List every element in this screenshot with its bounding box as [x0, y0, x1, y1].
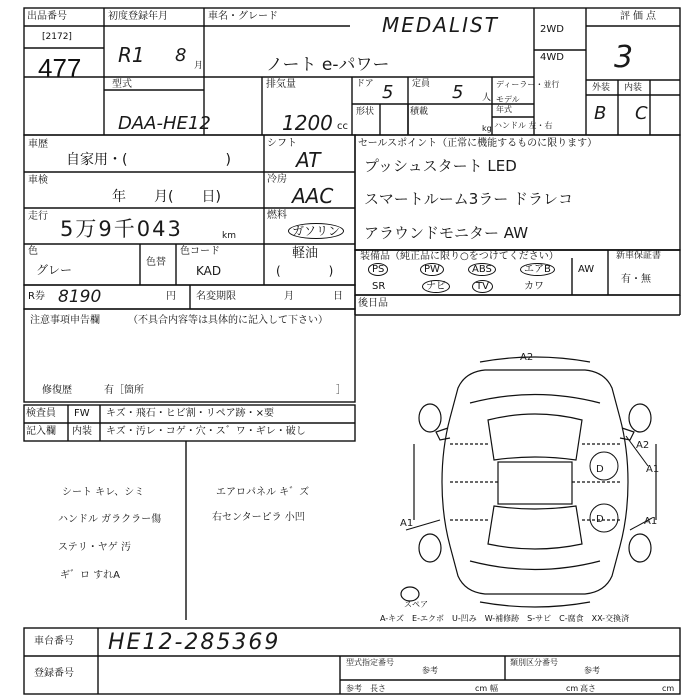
displacement-unit: cc	[337, 121, 348, 132]
drive-4wd: 4WD	[540, 52, 564, 63]
exterior-label: 外装	[592, 83, 611, 93]
history-value: 自家用・( )	[66, 152, 231, 168]
equip-leather: カワ	[524, 281, 544, 292]
inspector-note-left-3: ギ゛ロ すれA	[60, 570, 121, 581]
fuel-paren: ( )	[276, 264, 334, 278]
equip-ps	[368, 264, 388, 276]
drive-2wd: 2WD	[540, 24, 564, 35]
shape-label: 形状	[356, 107, 375, 117]
fuel-label: 燃料	[267, 210, 287, 221]
load-label: 積載	[410, 107, 429, 117]
equip-ps-label: PS	[368, 263, 388, 276]
damage-mark-5: A1	[644, 516, 658, 527]
equip-aw: AW	[578, 264, 595, 275]
ref-label: 参考	[346, 684, 362, 693]
inspector-row1-items: キズ・飛石・ヒビ割・リペア跡・×要	[106, 408, 274, 419]
width-unit: cm	[566, 684, 579, 693]
sales-point-2: アラウンドモニター AW	[364, 224, 529, 242]
inspection-label: 車検	[28, 175, 48, 186]
fuel-gasoline	[288, 222, 344, 239]
registration-label: 登録番号	[34, 668, 74, 679]
name-change-day: 日	[333, 291, 343, 302]
chassis-label: 車台番号	[34, 636, 74, 647]
inspection-value: 年 月( 日)	[112, 189, 221, 205]
shift-value: AT	[296, 148, 321, 172]
form-number-ref: 参考	[422, 666, 438, 675]
displacement-label: 排気量	[266, 79, 296, 90]
damage-mark-6: A2	[636, 440, 650, 451]
handle-label: ハンドル 左・右	[494, 121, 553, 130]
car-name: MEDALIST	[382, 13, 499, 37]
damage-legend: A-キズ E-エクボ U-凹み W-補修跡 S-サビ C-腐食 XX-交換済	[380, 614, 630, 623]
class-number-ref: 参考	[584, 666, 600, 675]
damage-mark-1: D	[596, 464, 604, 475]
color-fade-label: 色替	[146, 257, 166, 268]
capacity-value: 5	[452, 82, 464, 103]
recycle-unit: 円	[166, 291, 176, 302]
equip-pw-label: PW	[420, 263, 444, 276]
class-number-label: 類別区分番号	[510, 658, 558, 667]
notes-sublabel: （不具合内容等は具体的に記入して下さい）	[128, 315, 328, 326]
history-label: 車歴	[28, 139, 48, 150]
month-unit: 月	[194, 61, 204, 71]
damage-mark-4: A1	[400, 518, 414, 529]
damage-mark-2: A1	[646, 464, 660, 475]
mileage-unit: km	[222, 231, 236, 241]
equip-tv	[472, 281, 493, 293]
equip-tv-label: TV	[472, 280, 493, 293]
ac-label: 冷房	[267, 174, 287, 185]
warranty-value: 有・無	[621, 274, 651, 285]
chassis-value: HE12-285369	[108, 630, 281, 655]
recycle-label: R券	[28, 291, 45, 302]
name-change-label: 名変期限	[196, 291, 236, 302]
fuel-diesel: 軽油	[292, 246, 319, 261]
first-reg-month: 8	[175, 45, 187, 66]
model-value: DAA-HE12	[118, 113, 211, 134]
interior-label: 内装	[624, 83, 643, 93]
inspector-note-right-1: 右センターピラ 小凹	[212, 512, 305, 523]
notes-label: 注意事項申告欄	[30, 315, 100, 326]
equip-abs	[468, 264, 496, 276]
color-code-value: KAD	[196, 264, 222, 278]
sales-points-label: セールスポイント（正常に機能するものに限ります）	[358, 138, 598, 149]
mileage-value: 5万9千043	[60, 217, 183, 241]
exterior-grade: B	[594, 103, 607, 124]
inspector-row1-head: FW	[74, 408, 90, 419]
doors-label: ドア	[356, 79, 374, 89]
mileage-label: 走行	[28, 211, 48, 222]
equip-sr: SR	[372, 281, 386, 292]
grade-handwritten: ノート e-パワー	[266, 55, 390, 75]
equip-airbag-label: エアB	[520, 263, 555, 276]
equip-navi-label: ナビ	[422, 280, 450, 293]
repair-close: ］	[336, 385, 346, 396]
length-unit: cm	[475, 684, 488, 693]
color-value: グレー	[36, 263, 73, 277]
lot-number: 477	[38, 53, 82, 83]
lot-label: 出品番号	[27, 11, 67, 22]
length-label: 長さ	[370, 684, 386, 693]
shift-label: シフト	[267, 138, 297, 149]
equip-pw	[420, 264, 444, 276]
spare-label: スペア	[404, 600, 428, 609]
repair-value: 有［箇所	[104, 385, 144, 396]
inspector-row2-items: キズ・汚レ・コゲ・穴・ス゛ワ・ギレ・破し	[106, 426, 306, 437]
car-name-label: 車名・グレード	[208, 11, 278, 22]
inspector-label2: 記入欄	[26, 426, 56, 437]
height-unit: cm	[662, 684, 675, 693]
inspector-note-left-2: ステリ・ヤゲ 汚	[58, 542, 131, 553]
equip-navi	[422, 281, 450, 293]
width-label: 幅	[490, 684, 498, 693]
sales-point-0: プッシュスタート LED	[364, 157, 517, 175]
inspector-note-left-0: シート キレ、シミ	[62, 487, 145, 498]
capacity-label: 定員	[412, 79, 431, 89]
equip-airbag	[520, 264, 555, 276]
interior-grade: C	[635, 103, 648, 124]
inspector-note-right-0: エアロパネル キ゛ズ	[216, 487, 310, 498]
equipment-label: 装備品（純正品に限り○をつけてください）	[360, 251, 559, 262]
first-reg-label: 初度登録年月	[108, 11, 168, 22]
damage-mark-0: A2	[520, 352, 534, 363]
doors-value: 5	[382, 82, 394, 103]
color-label: 色	[28, 246, 38, 257]
warranty-label: 新車保証書	[616, 251, 662, 261]
name-change-month: 月	[284, 291, 294, 302]
load-unit: kg	[482, 124, 492, 133]
fuel-gasoline-circled: ガソリン	[288, 223, 344, 239]
recycle-value: 8190	[58, 287, 102, 307]
equip-abs-label: ABS	[468, 263, 496, 276]
inspector-note-left-1: ハンドル ガラクラー傷	[58, 514, 162, 525]
dealer-label: ディーラー・並行	[496, 80, 560, 89]
later-docs-label: 後日品	[358, 298, 388, 309]
inspector-row2-head: 内装	[72, 426, 92, 437]
capacity-unit: 人	[482, 93, 492, 103]
color-code-label: 色コード	[180, 246, 220, 257]
height-label: 高さ	[580, 684, 596, 693]
first-reg-era: R1	[118, 43, 145, 67]
score-label: 評価点	[620, 11, 659, 22]
model-year-label: モデル 年式	[496, 95, 520, 114]
displacement-value: 1200	[282, 111, 333, 135]
repair-label: 修復歴	[42, 385, 72, 396]
lot-code: [2172]	[42, 32, 72, 42]
sales-point-1: スマートルーム3ラー ドラレコ	[364, 190, 574, 208]
model-label: 型式	[112, 79, 132, 90]
inspector-label1: 検査員	[26, 408, 56, 419]
ac-value: AAC	[292, 184, 334, 208]
damage-mark-3: D	[596, 514, 604, 525]
score-value: 3	[614, 40, 634, 75]
car-damage-diagram	[390, 348, 680, 616]
form-number-label: 型式指定番号	[346, 658, 394, 667]
